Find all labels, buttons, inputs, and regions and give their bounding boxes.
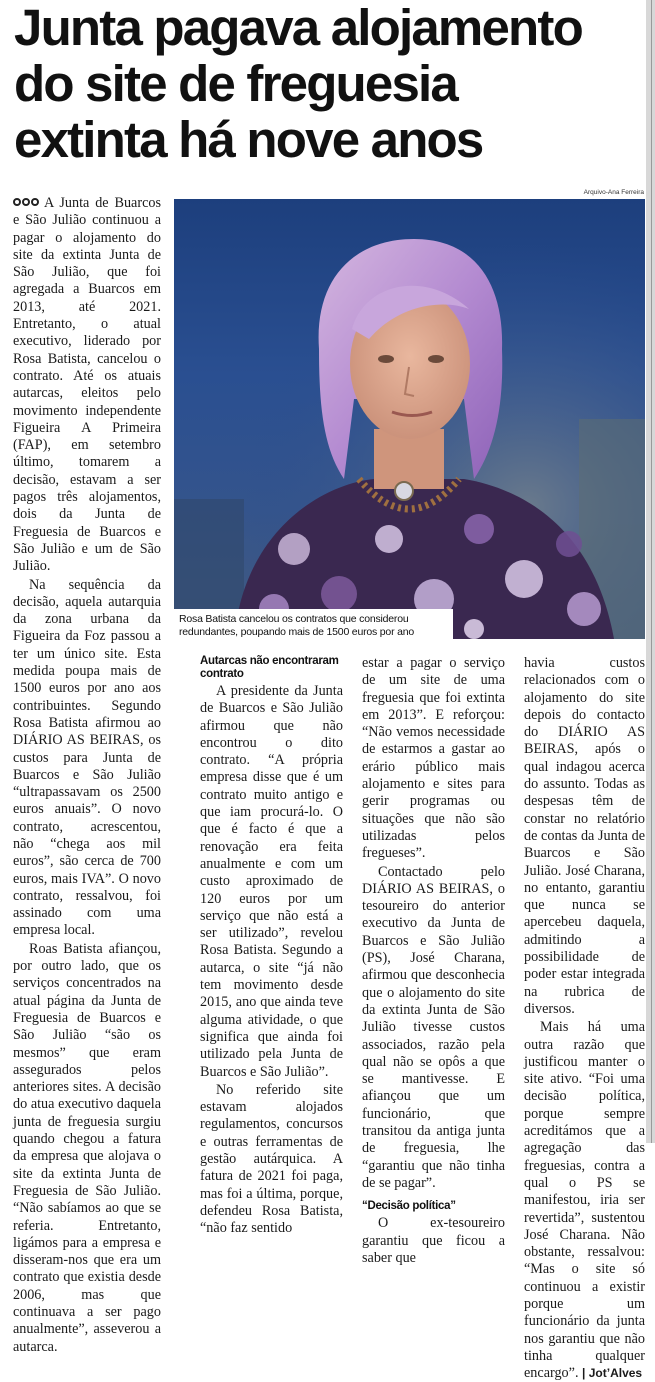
paragraph: O ex-tesoureiro garantiu que ficou a saber que [362,1215,505,1266]
paragraph: A presidente da Junta de Buarcos e São Julião afirmou que não encontrou o dito contrato. “A própria empresa disse que é um contrato muito antigo e que iam procurá-lo. O que é facto é que a renovação era feita anualmente e com um custo aproximado de 120 euros por um serviço que não está a ser utilizado”, revelou Rosa Batista. Segundo a autarca, o site “já não tem movimento desde 2015, ano que ainda teve alguma atividade, o que significa que ainda foi utilizado pela Junta de Buarcos e São Julião”. [200,683,343,1080]
headline-line-3: extinta há nove anos [14,111,483,168]
page-edge [646,0,655,1143]
paragraph: havia custos relacionados com o alojamento do site depois do contacto do DIÁRIO AS BEIRAS, após o qual indagou acerca do assunto. Todas as despesas têm de constar no relatório de contas da Junta de Buarcos e São Julião. José Charana, no entanto, garantiu que nunca se apercebeu daquela, admitindo a possibilidade de poder estar integrada na rubrica de diversos. [524,655,645,1017]
byline: | Jot’Alves [582,1366,643,1381]
article-column-4 [524,655,645,1382]
paragraph: Contactado pelo DIÁRIO AS BEIRAS, o tesoureiro do anterior executivo da Junta de Buarcos e São Julião (PS), José Charana, afirmou que desconhecia que o alojamento do site da extinta Junta de São Julião tivesse custos associados, razão pela qual não se opôs a que se mantivesse. E afiançou que um funcionário, que transitou da antiga junta de freguesia, lhe “garantiu que não tinha de se pagar”. [362,863,505,1191]
section-dots-icon [13,195,40,212]
photo-credit: Arquivo-Ana Ferreira [583,189,644,196]
paragraph: No referido site estavam alojados regulamentos, concursos e outras ferramentas de gestão autárquica. A fatura de 2021 foi paga, mas foi a última, porque, defendeu Rosa Batista, “não faz sentido [200,1081,343,1237]
headline [14,0,644,168]
article-column-3 [362,655,505,1267]
article-column-1 [13,195,161,1356]
article-column-2 [200,655,343,1238]
paragraph: Mais há uma outra razão que justificou manter o site ativo. “Foi uma decisão política, porque sempre acreditámos que a agregação das freguesias, contra a qual o PS se manifestou, iria ser revertida”, sustentou José Charana. Não obstante, ressalvou: “Mas o site só continuou a existir porque um funcionário da junta nos garantiu que não tinha qualquer encargo”. | Jot’Alves [524,1019,645,1382]
paragraph: estar a pagar o serviço de um site de uma freguesia que foi extinta em 2013”. E reforçou: “Não vemos necessidade de estarmos a gastar ao erário público mais alojamento e sites para gerir programas ou situações que não são utilizadas pelos fregueses”. [362,655,505,862]
portrait-illustration [174,199,645,639]
paragraph: Na sequência da decisão, aquela autarquia da zona urbana da Figueira da Foz passou a ter um único site. Esta medida poupa mais de 1500 euros por ano aos contribuintes. Segundo Rosa Batista afirmou ao DIÁRIO AS BEIRAS, os custos para Junta de Buarcos e São Julião “ultrapassavam os 2500 euros anuais”. O novo contrato, acrescentou, não “chega aos mil euros”, são cerca de 700 euros, mais IVA”. O novo contrato, ressalvou, foi assinado com uma empresa local. [13,576,161,939]
headline-line-1: Junta pagava alojamento [14,0,582,56]
portrait-photo [174,199,645,639]
subheading: “Decisão política” [362,1200,456,1213]
subheading: Autarcas não encontraram contrato [200,655,339,680]
photo-caption: Rosa Batista cancelou os contratos que considerou redundantes, poupando mais de 1500 euros por ano [174,609,453,645]
headline-line-2: do site de freguesia [14,55,457,112]
paragraph: Roas Batista afiançou, por outro lado, que os serviços concentrados na atual página da Junta de Freguesia de Buarcos e São Julião “são os mesmos” que eram assegurados pelos anteriores sites. A decisão do atua executivo daquela junta de freguesia surgiu quando chegou a fatura da empresa que alojava o site da extinta Junta de Freguesia de São Julião. “Não sabíamos ao que se referia. Entretanto, ligámos para a empresa e disseram-nos que era um contrato que existia desde 2006, mas que continuava a ser pago anualmente”, asseverou a autarca. [13,940,161,1355]
paragraph: A Junta de Buarcos e São Julião continuou a pagar o alojamento do site da extinta Junta de São Julião, que foi agregada a Buarcos em 2013, até 2021. Entretanto, o atual executivo, liderado por Rosa Batista, cancelou o contrato. Até os atuais autarcas, eleitos pelo movimento independente Figueira A Primeira (FAP), em setembro último, tomarem a decisão, estavam a ser pagos três alojamentos, dois da Junta de Freguesia de Buarcos e São Julião e um de São Julião. [13,195,161,575]
